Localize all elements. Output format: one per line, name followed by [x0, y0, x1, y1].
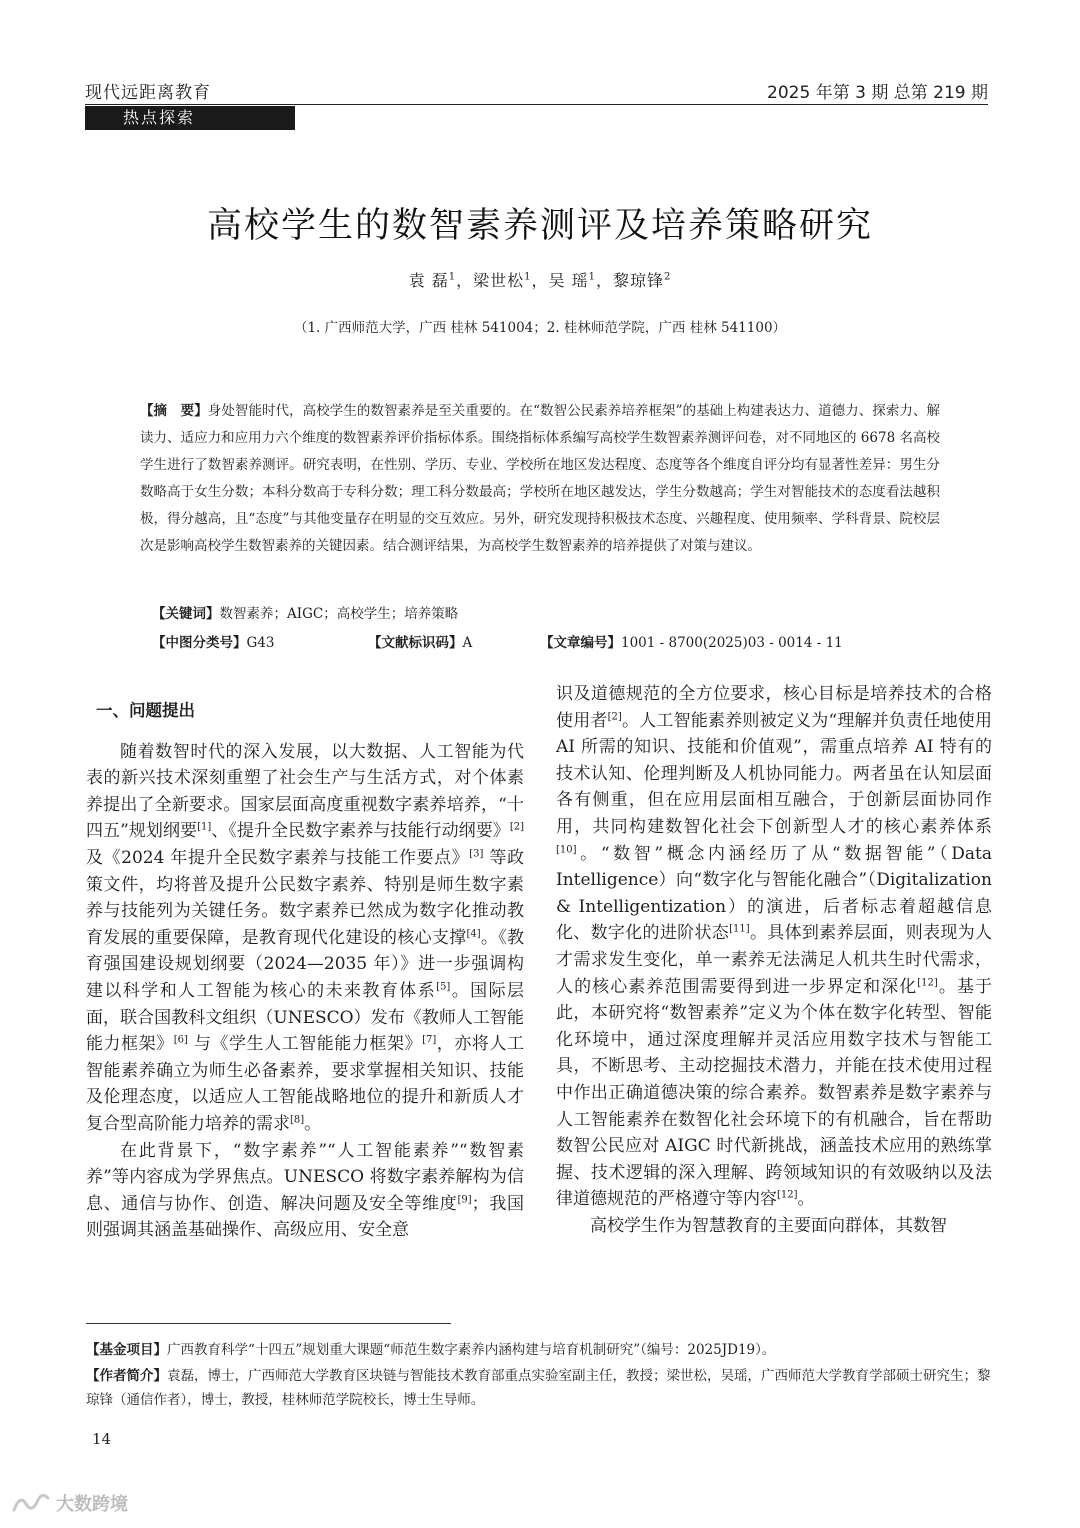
citation-ref: [11]	[729, 923, 750, 935]
body-paragraph	[86, 739, 524, 1138]
author-affiliation-mark: 2	[664, 271, 672, 283]
paragraph-text: 与《学生人工智能能力框架》	[187, 1034, 423, 1055]
right-column	[556, 681, 992, 1239]
paragraph-text: 。基于此，本研究将“数智素养”定义为个体在数字化转型、智能化环境中，通过深度理解并灵活应用数字技术与智能工具，不断思考、主动挖掘技术潜力，并能在技术使用过程中作出正确道德决策的综合素养。数智素养是数字素养与人工智能素养在数智化社会环境下的有机融合，旨在帮助数智公民应对 AIGC 时代新挑战，涵盖技术应用的熟练掌握、技术逻辑的深入理解、跨领域知识的有效吸纳以及法律道德规范的严格遵守等内容	[556, 976, 993, 1210]
paragraph-text: 。	[304, 1113, 322, 1134]
author-bio-text: 袁磊，博士，广西师范大学教育区块链与智能技术教育部重点实验室副主任，教授；梁世松，吴瑶，广西师范大学教育学部硕士研究生；黎琼锋（通信作者），博士，教授，桂林师范学院校长，博士生导师。	[86, 1368, 991, 1408]
body-paragraph	[556, 681, 992, 1213]
citation-ref: [12]	[917, 976, 938, 988]
paragraph-text: 随着数智时代的深入发展，以大数据、人工智能为代表的新兴技术深刻重塑了社会生产与生活方式，对个体素养提出了全新要求。国家层面高度重视数字素养培养，“十四五”规划纲要	[86, 741, 524, 842]
article-title: 高校学生的数智素养测评及培养策略研究	[206, 206, 873, 246]
doc-code-label: 【文献标识码】	[368, 635, 463, 651]
body-paragraph	[86, 1138, 524, 1244]
paragraph-text: 在此背景下，“数字素养”“人工智能素养”“数智素养”等内容成为学界焦点。UNESCO 将数字素养解构为信息、通信与协作、创造、解决问题及安全等维度	[86, 1140, 524, 1214]
body-paragraph	[556, 1213, 992, 1240]
paragraph-text: 识及道德规范的全方位要求，核心目标是培养技术的合格使用者	[556, 684, 992, 731]
classification-label: 【中图分类号】	[152, 635, 247, 651]
page-number: 14	[92, 1430, 112, 1448]
affiliation: （1. 广西师范大学，广西 桂林 541004；2. 桂林师范学院，广西 桂林 541100）	[293, 320, 787, 336]
paragraph-text: 高校学生作为智慧教育的主要面向群体，其数智	[590, 1215, 947, 1236]
abstract-label: 【摘 要】	[140, 403, 208, 419]
watermark-text: 大数跨境	[56, 1494, 128, 1515]
author-bio-label: 【作者简介】	[86, 1368, 167, 1384]
keywords-label: 【关键词】	[152, 606, 220, 622]
journal-name: 现代远距离教育	[85, 83, 211, 103]
paragraph-text: 、《提升全民数字素养与技能行动纲要》	[211, 821, 510, 842]
footnote-rule	[86, 1323, 451, 1324]
paragraph-text: 。《教育强国建设规划纲要（2024—2035 年）》进一步强调构建以科学和人工智能为核心的未来教育体系	[86, 927, 525, 1001]
left-column	[86, 698, 524, 1244]
funding-text: 广西教育科学“十四五”规划重大课题“师范生数字素养内涵构建与培育机制研究”（编号：2025JD19）。	[167, 1342, 776, 1358]
paragraph-text: 。“数智”概念内涵经历了从“数据智能”（Data Intelligence）向“数字化与智能化融合”（Digitalization & Intelligentization）的演进，后者标志着超越信息化、数字化的进阶状态	[556, 843, 992, 944]
article-number	[540, 631, 843, 651]
keywords	[152, 602, 458, 622]
header-rule	[85, 104, 988, 105]
funding-label: 【基金项目】	[86, 1342, 167, 1358]
paragraph-text: 。人工智能素养则被定义为“理解并负责任地使用 AI 所需的知识、技能和价值观”，需重点培养 AI 特有的技术认知、伦理判断及人机协同能力。两者虽在认知层面各有侧重，但在应用层面相互融合，于创新层面协同作用，共同构建数智化社会下创新型人才的核心素养体系	[556, 710, 992, 837]
author-bio	[86, 1364, 996, 1412]
document-code	[368, 631, 472, 651]
author-affiliation-mark: 1	[588, 271, 596, 283]
citation-ref: [5]	[436, 981, 451, 993]
author-name: 吴 瑶	[548, 271, 589, 290]
author-list: 袁 磊$^1$，梁世松$^1$，吴 瑶$^1$，黎琼锋$^2$	[408, 271, 672, 290]
author-name: 黎琼锋	[612, 271, 664, 290]
citation-ref: [8]	[290, 1114, 305, 1126]
author-name: 袁 磊	[408, 271, 449, 290]
paragraph-text: ；我国则强调其涵盖基础操作、高级应用、安全意	[86, 1193, 525, 1241]
citation-ref: [3]	[469, 848, 484, 860]
citation-ref: [10]	[556, 843, 577, 855]
citation-ref: [9]	[457, 1194, 472, 1206]
citation-ref: [2]	[607, 710, 622, 722]
section-label: 热点探索	[85, 106, 295, 130]
article-no-label: 【文章编号】	[540, 635, 621, 651]
author-affiliation-mark: 1	[524, 271, 532, 283]
paragraph-text: 等政策文件，均将普及提升公民数字素养、特别是师生数字素养与技能列为关键任务。数字素养已然成为数字化推动教育发展的重要保障，是教育现代化建设的核心支撑	[86, 847, 525, 948]
watermark-logo-icon	[12, 1492, 52, 1514]
citation-ref: [4]	[466, 928, 481, 940]
citation-ref: [6]	[173, 1034, 188, 1046]
keywords-text: 数智素养；AIGC；高校学生；培养策略	[219, 606, 459, 622]
article-no-value: 1001 - 8700(2025)03 - 0014 - 11	[621, 635, 843, 651]
citation-ref: [12]	[777, 1189, 798, 1201]
section-heading: 一、问题提出	[96, 701, 195, 720]
issue-info: 2025 年第 3 期 总第 219 期	[767, 83, 988, 103]
abstract	[140, 398, 940, 559]
paragraph-text: 。	[797, 1189, 815, 1210]
abstract-text: 身处智能时代，高校学生的数智素养是至关重要的。在“数智公民素养培养框架”的基础上构建表达力、道德力、探索力、解读力、适应力和应用力六个维度的数智素养评价指标体系。围绕指标体系编写高校学生数智素养测评问卷，对不同地区的 6678 名高校学生进行了数智素养测评。研究表明，在性别、学历、专业、学校所在地区发达程度、态度等各个维度自评分均有显著性差异：男生分数略高于女生分数；本科分数高于专科分数；理工科分数最高；学校所在地区越发达，学生分数越高；学生对智能技术的态度看法越积极，得分越高，且“态度”与其他变量存在明显的交互效应。另外，研究发现持积极技术态度、兴趣程度、使用频率、学科背景、院校层次是影响高校学生数智素养的关键因素。结合测评结果，为高校学生数智素养的培养提供了对策与建议。	[140, 403, 941, 554]
paragraph-text: ，亦将人工智能素养确立为师生必备素养，要求掌握相关知识、技能及伦理态度，以适应人工智能战略地位的提升和新质人才复合型高阶能力培养的需求	[86, 1034, 525, 1134]
classification-value: G43	[246, 635, 275, 651]
citation-ref: [7]	[422, 1034, 437, 1046]
paragraph-text: 。具体到素养层面，则表现为人才需求发生变化，单一素养无法满足人机共生时代需求，人的核心素养范围需要得到进一步界定和深化	[556, 923, 993, 997]
author-name: 梁世松	[473, 271, 525, 290]
classification-number	[152, 631, 274, 651]
paragraph-text: 及《2024 年提升全民数字素养与技能工作要点》	[86, 847, 470, 868]
paragraph-text: 。国际层面，联合国教科文组织（UNESCO）发布《教师人工智能能力框架》	[86, 980, 525, 1055]
doc-code-value: A	[462, 635, 473, 651]
citation-ref: [2]	[509, 821, 524, 833]
author-affiliation-mark: 1	[448, 271, 457, 283]
citation-ref: [1]	[197, 821, 212, 833]
funding-note	[86, 1338, 996, 1362]
watermark	[12, 1490, 128, 1516]
